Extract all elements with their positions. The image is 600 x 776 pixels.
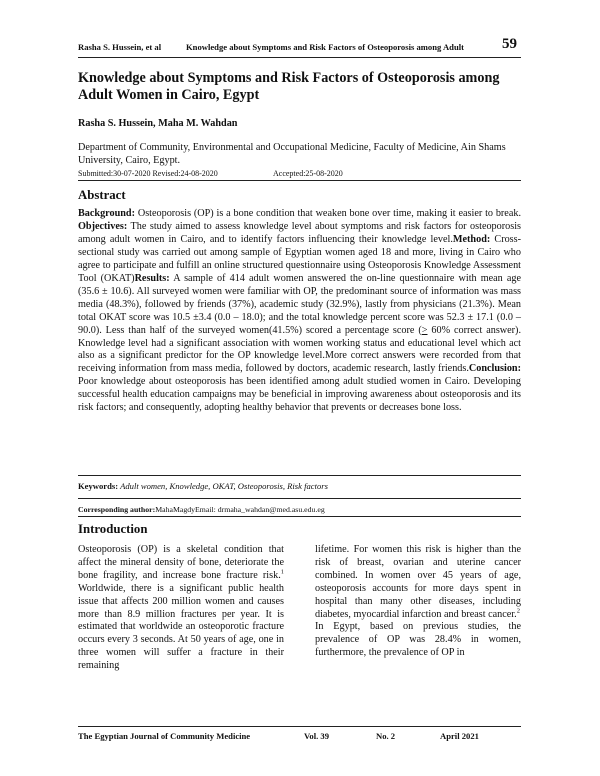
article-affiliation: Department of Community, Environmental and Occupational Medicine, Faculty of Medicine, Ain Shams University, Cairo, Egypt. xyxy=(78,142,506,166)
introduction-heading: Introduction xyxy=(78,522,148,536)
corresponding-author xyxy=(78,505,325,514)
method-text: Cross-sectional study was carried out among sample of Egyptian women aged 18 and more, living in Cairo who agree to participate and fulfill an online structured questionnaire using Osteoporosis Knowledge Assessment Tool (OKAT) xyxy=(78,233,521,284)
conclusion-text: Poor knowledge about osteoporosis has been identified among adult studied women in Cairo. Developing successful health education campaigns may be beneficial in improving awareness about osteoporosis and its risk factors; and consequently, adopting healthy behavior that prevents or decreases bone loss. xyxy=(78,376,521,414)
keywords-text: Adult women, Knowledge, OKAT, Osteoporosis, Risk factors xyxy=(118,481,328,491)
submitted-revised-dates: Submitted:30-07-2020 Revised:24-08-2020 xyxy=(78,169,218,178)
background-text: Osteoporosis (OP) is a bone condition that weaken bone over time, making it easier to break. xyxy=(135,208,521,219)
results-text-continued: 60% correct answer). Knowledge level had a significant association with women working status and educational level which act also as a significant predictor for the OP knowledge level.More correct answers were recorded from that receiving information from mass media, followed by doctors, academic research, lastly friends. xyxy=(78,324,521,375)
method-label: Method: xyxy=(452,233,491,245)
conclusion-label: Conclusion: xyxy=(468,363,521,375)
abstract-heading: Abstract xyxy=(78,188,126,202)
objectives-text: The study aimed to assess knowledge level about symptoms and risk factors for osteoporosis among adult women in Cairo, and to identify factors influencing their knowledge level. xyxy=(78,220,521,245)
corresponding-text: MahaMagdyEmail: drmaha_wahdan@med.asu.edu.eg xyxy=(155,505,325,514)
keywords xyxy=(78,481,328,491)
results-label: Results: xyxy=(134,272,170,284)
running-header-author: Rasha S. Hussein, et al xyxy=(78,42,162,52)
objectives-label: Objectives: xyxy=(78,220,128,232)
corresponding-divider xyxy=(78,516,521,517)
intro-left-text-1: Osteoporosis (OP) is a skeletal condition that affect the mineral density of bone, deteriorate the bone fragility, and increase bone fracture risk. xyxy=(78,544,284,581)
intro-paragraph-2: In Egypt, based on previous studies, the prevalence of OP was 28.4% in women, furthermore, the prevalence of OP in xyxy=(315,621,521,659)
intro-right-text-1: lifetime. For women this risk is higher than the risk of breast, ovarian and uterine cancer combined. In women over 45 years of age, osteoporosis accounts for more days spent in hospital than many other diseases, including diabetes, myocardial infarction and breast cancer. xyxy=(315,544,521,620)
footer-date: April 2021 xyxy=(440,731,479,741)
intro-paragraph-1-continued xyxy=(315,544,521,621)
header-divider xyxy=(78,57,521,58)
intro-left-column xyxy=(78,544,284,673)
corresponding-label: Corresponding author: xyxy=(78,505,156,514)
citation-2: 2 xyxy=(516,607,520,615)
footer-divider xyxy=(78,726,521,727)
article-dates xyxy=(78,169,343,178)
keywords-label: Keywords: xyxy=(78,481,119,491)
citation-1: 1 xyxy=(280,568,284,576)
footer-volume: Vol. 39 xyxy=(304,731,329,741)
results-text: A sample of 414 adult women answered the on-line questionnaire with mean age (35.6 ± 10.6). All surveyed women were familiar with OP, the predominant source of information was mass media (48.3%), followed by friends (37%), academic study (32.9%), lastly from physicians (21.3%). Mean total OKAT score was 10.5 ±3.4 (0.0 – 18.0); and the total knowledge percent score was 52.3 ± 17.1 (0.0 – 90.0). Less than half of the surveyed women(41.5%) scored a percentage score ( xyxy=(78,272,521,336)
footer-issue: No. 2 xyxy=(376,731,396,741)
article-authors: Rasha S. Hussein, Maha M. Wahdan xyxy=(78,118,238,129)
background-label: Background: xyxy=(78,208,135,219)
accepted-date: Accepted:25-08-2020 xyxy=(273,169,343,178)
ge-symbol: > xyxy=(421,324,428,336)
dates-divider xyxy=(78,180,521,181)
keywords-bottom-divider xyxy=(78,498,521,499)
page-number: 59 xyxy=(502,36,517,52)
keywords-top-divider xyxy=(78,475,521,476)
intro-paragraph-1 xyxy=(78,544,284,673)
intro-right-column xyxy=(315,544,521,660)
footer-journal: The Egyptian Journal of Community Medicine xyxy=(78,731,251,741)
running-header xyxy=(78,38,521,54)
abstract-body xyxy=(78,208,521,415)
intro-left-text-2: Worldwide, there is a significant public health issue that affects 200 million women and causes more than 8.9 million fractures per year. It is estimated that worldwide an osteoporotic fracture occurs every 3 seconds. At 50 years of age, one in three women will suffer a fracture in their remaining xyxy=(78,582,284,672)
running-header-title: Knowledge about Symptoms and Risk Factors of Osteoporosis among Adult xyxy=(186,42,464,52)
article-title: Knowledge about Symptoms and Risk Factors of Osteoporosis among Adult Women in Cairo, Egypt xyxy=(78,70,500,103)
